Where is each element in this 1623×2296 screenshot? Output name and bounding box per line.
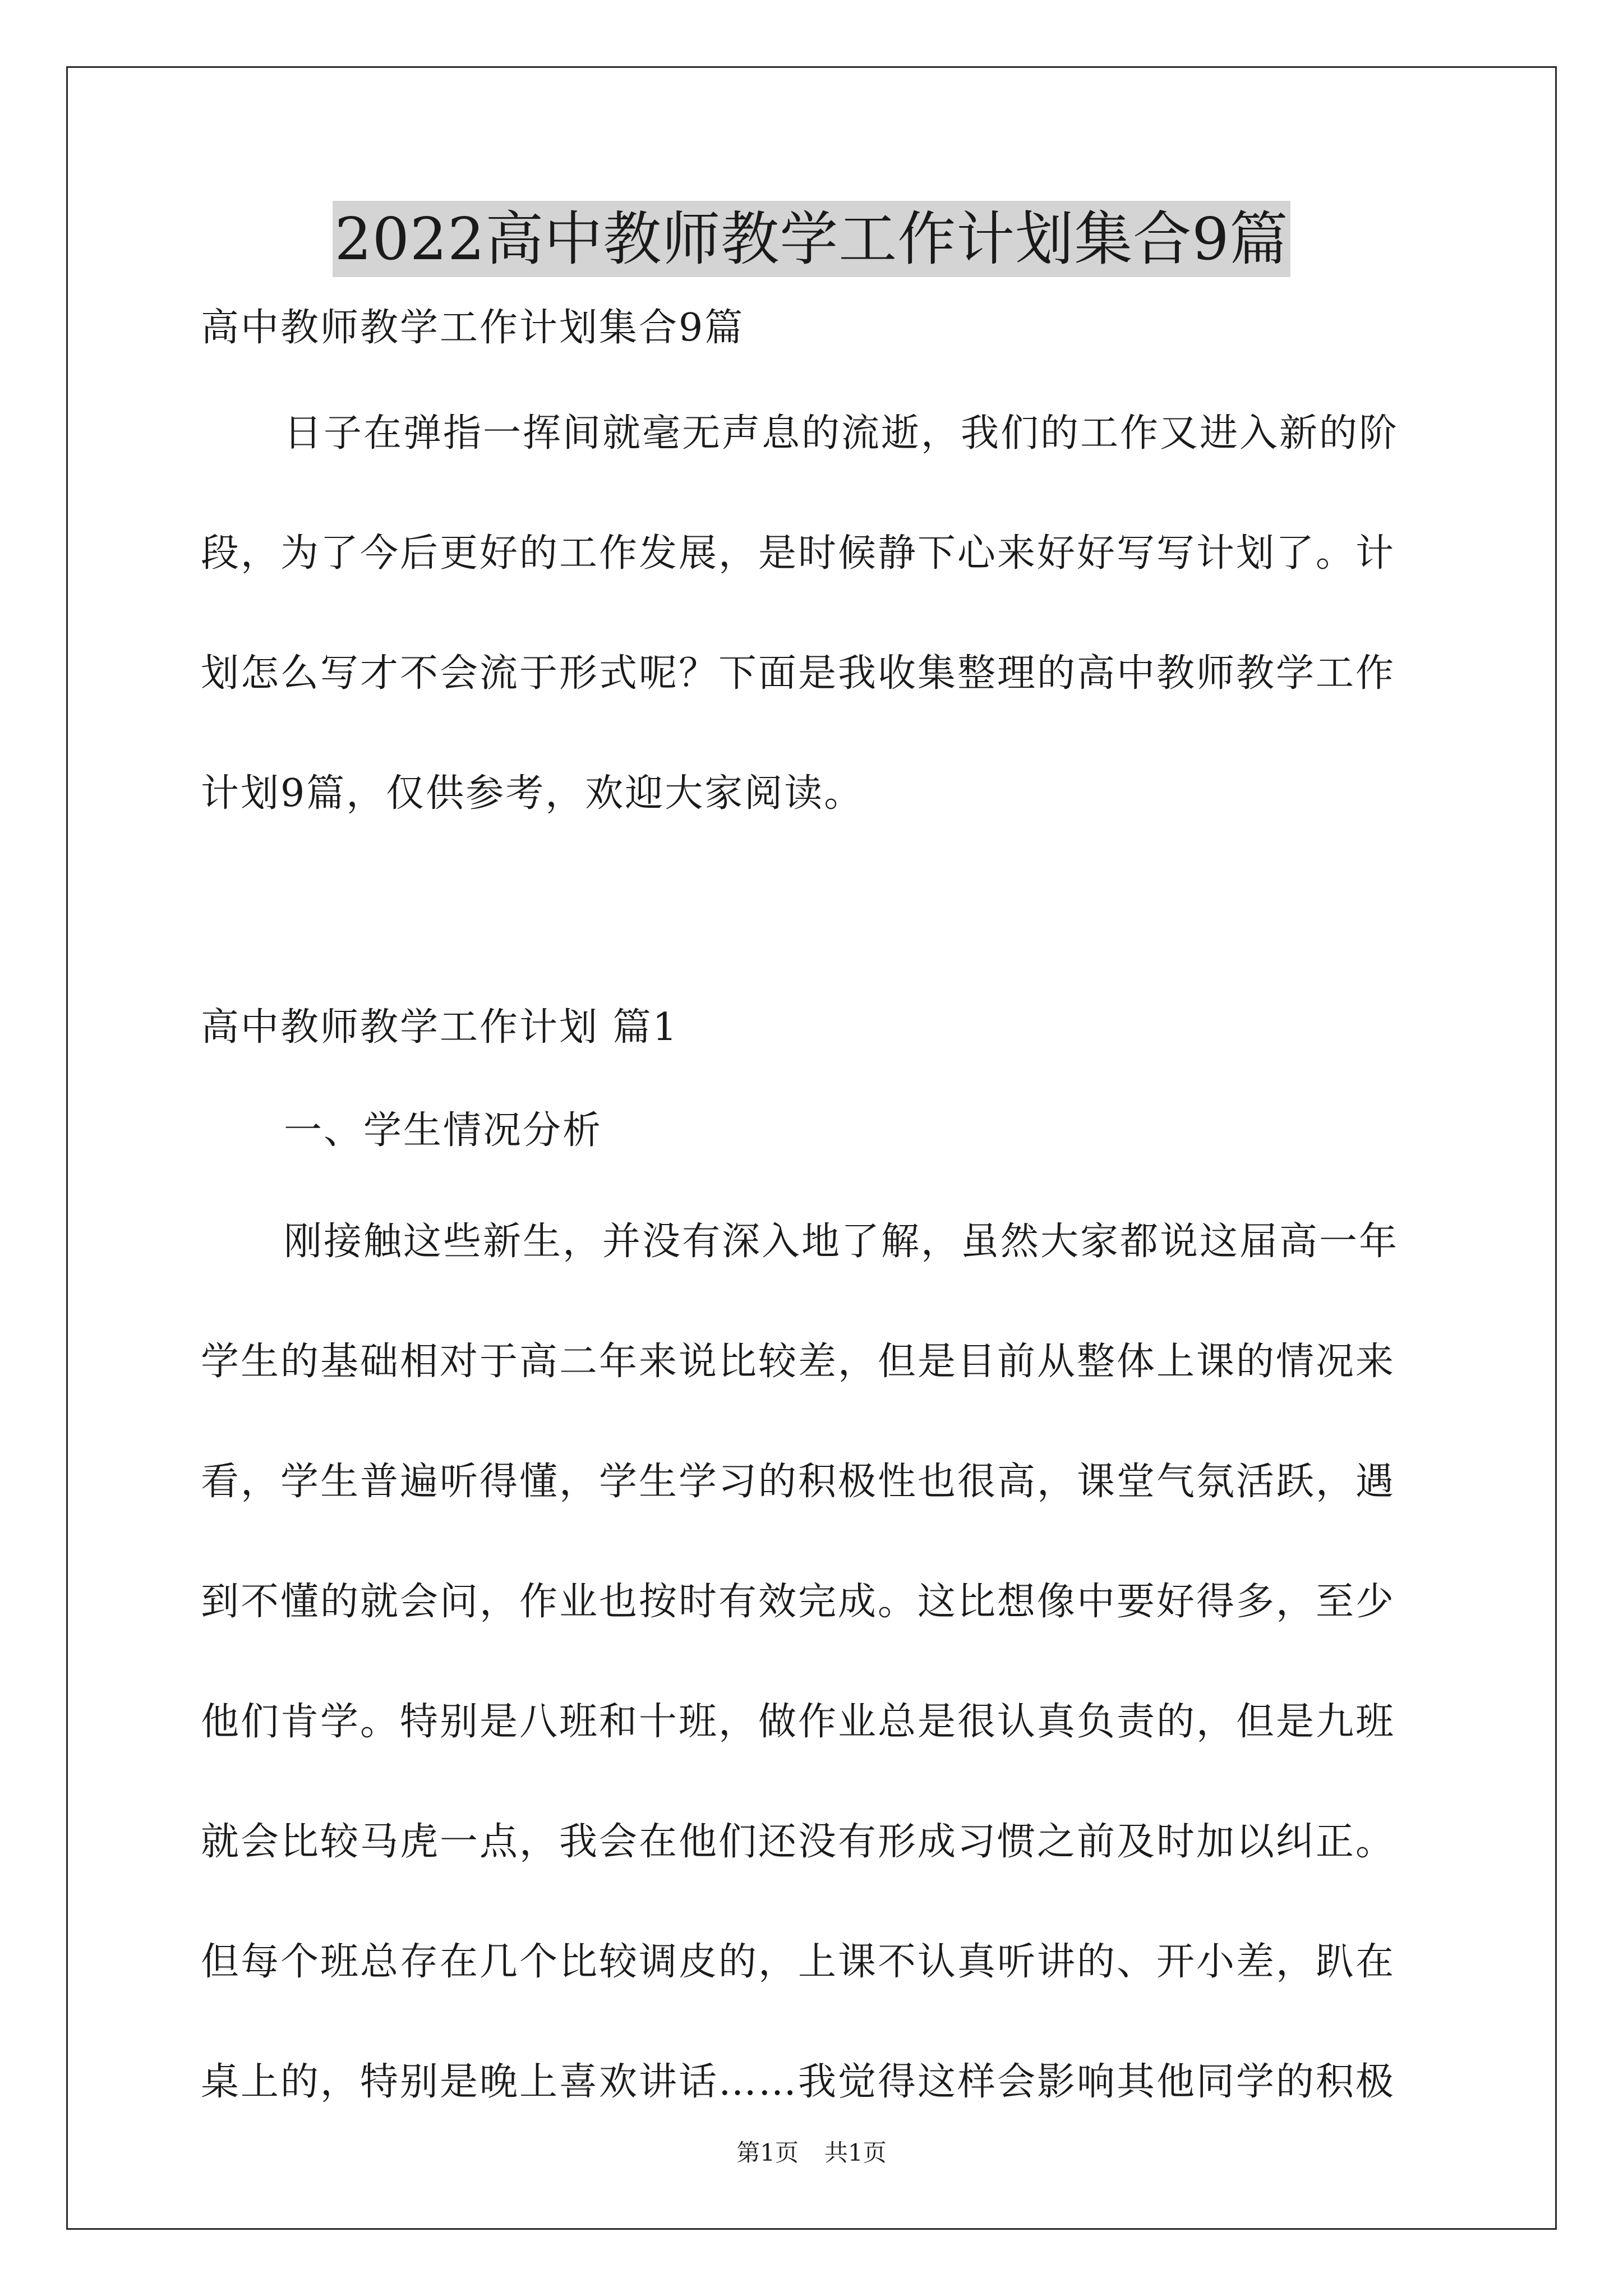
body-line-5: 他们肯学。特别是八班和十班，做作业总是很认真负责的，但是九班 (201, 1700, 1396, 1744)
intro-line-3: 划怎么写才不会流于形式呢？下面是我收集整理的高中教师教学工作 (201, 651, 1396, 696)
title-block (0, 201, 1623, 277)
section-subheading: 一、学生情况分析 (284, 1108, 603, 1153)
intro-line-1: 日子在弹指一挥间就毫无声息的流逝，我们的工作又进入新的阶 (284, 411, 1399, 455)
document-subtitle: 高中教师教学工作计划集合9篇 (201, 306, 745, 350)
intro-line-2: 段，为了今后更好的工作发展，是时候静下心来好好写写计划了。计 (201, 531, 1396, 576)
body-line-1: 刚接触这些新生，并没有深入地了解，虽然大家都说这届高一年 (284, 1220, 1399, 1264)
intro-line-4: 计划9篇，仅供参考，欢迎大家阅读。 (201, 771, 864, 816)
page-total: 共1页 (824, 2139, 887, 2166)
page-footer (0, 2138, 1623, 2168)
body-line-6: 就会比较马虎一点，我会在他们还没有形成习惯之前及时加以纠正。 (201, 1820, 1396, 1864)
section-heading: 高中教师教学工作计划 篇1 (201, 1005, 679, 1050)
body-line-8: 桌上的，特别是晚上喜欢讲话……我觉得这样会影响其他同学的积极 (201, 2060, 1396, 2104)
document-title: 2022高中教师教学工作计划集合9篇 (333, 201, 1291, 277)
body-line-2: 学生的基础相对于高二年来说比较差，但是目前从整体上课的情况来 (201, 1340, 1396, 1384)
body-line-7: 但每个班总存在几个比较调皮的，上课不认真听讲的、开小差，趴在 (201, 1940, 1396, 1984)
document-body (201, 306, 1430, 2105)
page-number: 第1页 (736, 2139, 799, 2166)
body-line-3: 看，学生普遍听得懂，学生学习的积极性也很高，课堂气氛活跃，遇 (201, 1460, 1396, 1504)
body-line-4: 到不懂的就会问，作业也按时有效完成。这比想像中要好得多，至少 (201, 1580, 1396, 1624)
